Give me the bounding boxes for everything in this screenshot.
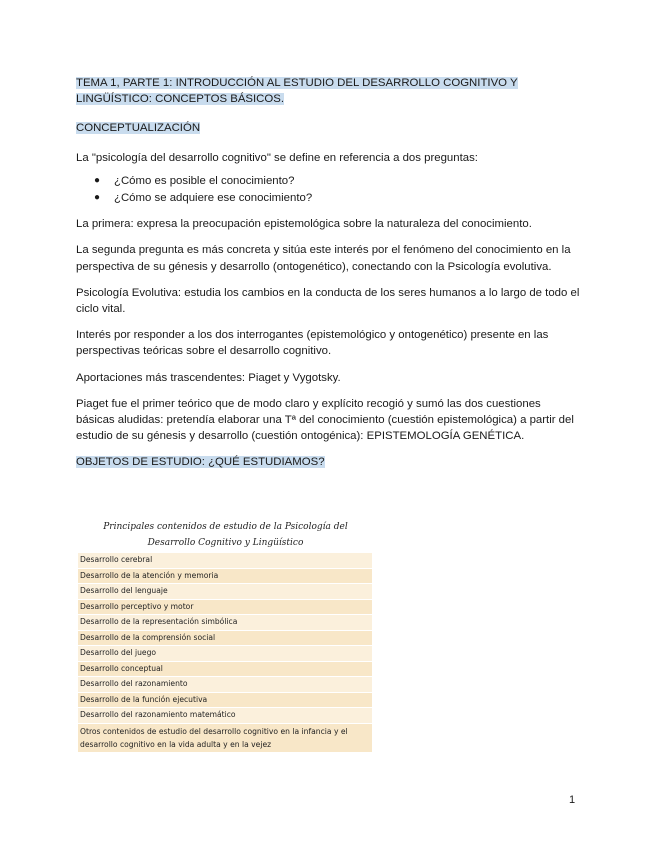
page-number: 1 <box>569 794 576 806</box>
table-row: Desarrollo del razonamiento matemático <box>78 708 372 724</box>
table-row: Desarrollo de la atención y memoria <box>78 568 372 584</box>
table-row: Desarrollo conceptual <box>78 661 372 677</box>
bullet-icon: ● <box>94 174 101 186</box>
study-contents-figure <box>78 519 373 753</box>
paragraph: La primera: expresa la preocupación epistemológica sobre la naturaleza del conocimiento. <box>76 218 532 231</box>
paragraph: Psicología Evolutiva: estudia los cambios en la conducta de los seres humanos a lo largo de todo el ciclo vital. <box>76 286 580 316</box>
table-row: Desarrollo del razonamiento <box>78 677 372 693</box>
paragraph: Interés por responder a los dos interrogantes (epistemológico y ontogenético) presente en las perspectivas teóricas sobre el desarrollo cognitivo. <box>76 329 549 358</box>
section-heading-objetos: OBJETOS DE ESTUDIO: ¿QUÉ ESTUDIAMOS? <box>76 456 325 469</box>
table-row: Desarrollo de la función ejecutiva <box>78 692 372 708</box>
figure-title: Principales contenidos de estudio de la Psicología del Desarrollo Cognitivo y Lingüístico <box>103 522 348 548</box>
study-contents-table <box>78 553 372 753</box>
document-body <box>76 75 581 471</box>
table-row: Desarrollo de la comprensión social <box>78 630 372 646</box>
table-row: Desarrollo del juego <box>78 646 372 662</box>
table-row: Desarrollo perceptivo y motor <box>78 599 372 615</box>
table-row: Desarrollo del lenguaje <box>78 584 372 600</box>
table-row: Otros contenidos de estudio del desarrollo cognitivo en la infancia y el desarrollo cognitivo en la vida adulta y en la vejez <box>78 723 372 752</box>
section-heading-conceptualizacion: CONCEPTUALIZACIÓN <box>76 122 201 135</box>
paragraph: Aportaciones más trascendentes: Piaget y Vygotsky. <box>76 371 341 384</box>
list-item: ● ¿Cómo se adquiere ese conocimiento? <box>114 190 581 206</box>
questions-list <box>76 173 581 206</box>
table-row: Desarrollo cerebral <box>78 553 372 568</box>
main-heading: TEMA 1, PARTE 1: INTRODUCCIÓN AL ESTUDIO DEL DESARROLLO COGNITIVO Y LINGÜÍSTICO: CONCEPTOS BÁSICOS. <box>76 77 518 106</box>
bullet-icon: ● <box>94 192 101 204</box>
paragraph: Piaget fue el primer teórico que de modo claro y explícito recogió y sumó las dos cuestiones básicas aludidas: pretendía elaborar una Tª del conocimiento (cuestión epistemológica) a partir del estudio de su génesis y desarrollo (cuestión ontogénica): EPISTEMOLOGÍA GENÉTICA. <box>76 397 574 443</box>
intro-paragraph: La "psicología del desarrollo cognitivo" se define en referencia a dos preguntas: <box>76 151 478 164</box>
table-row: Desarrollo de la representación simbólica <box>78 615 372 631</box>
paragraph: La segunda pregunta es más concreta y sitúa este interés por el fenómeno del conocimiento en la perspectiva de su génesis y desarrollo (ontogenético), conectando con la Psicología evolutiva. <box>76 244 571 273</box>
list-item: ● ¿Cómo es posible el conocimiento? <box>114 173 581 189</box>
